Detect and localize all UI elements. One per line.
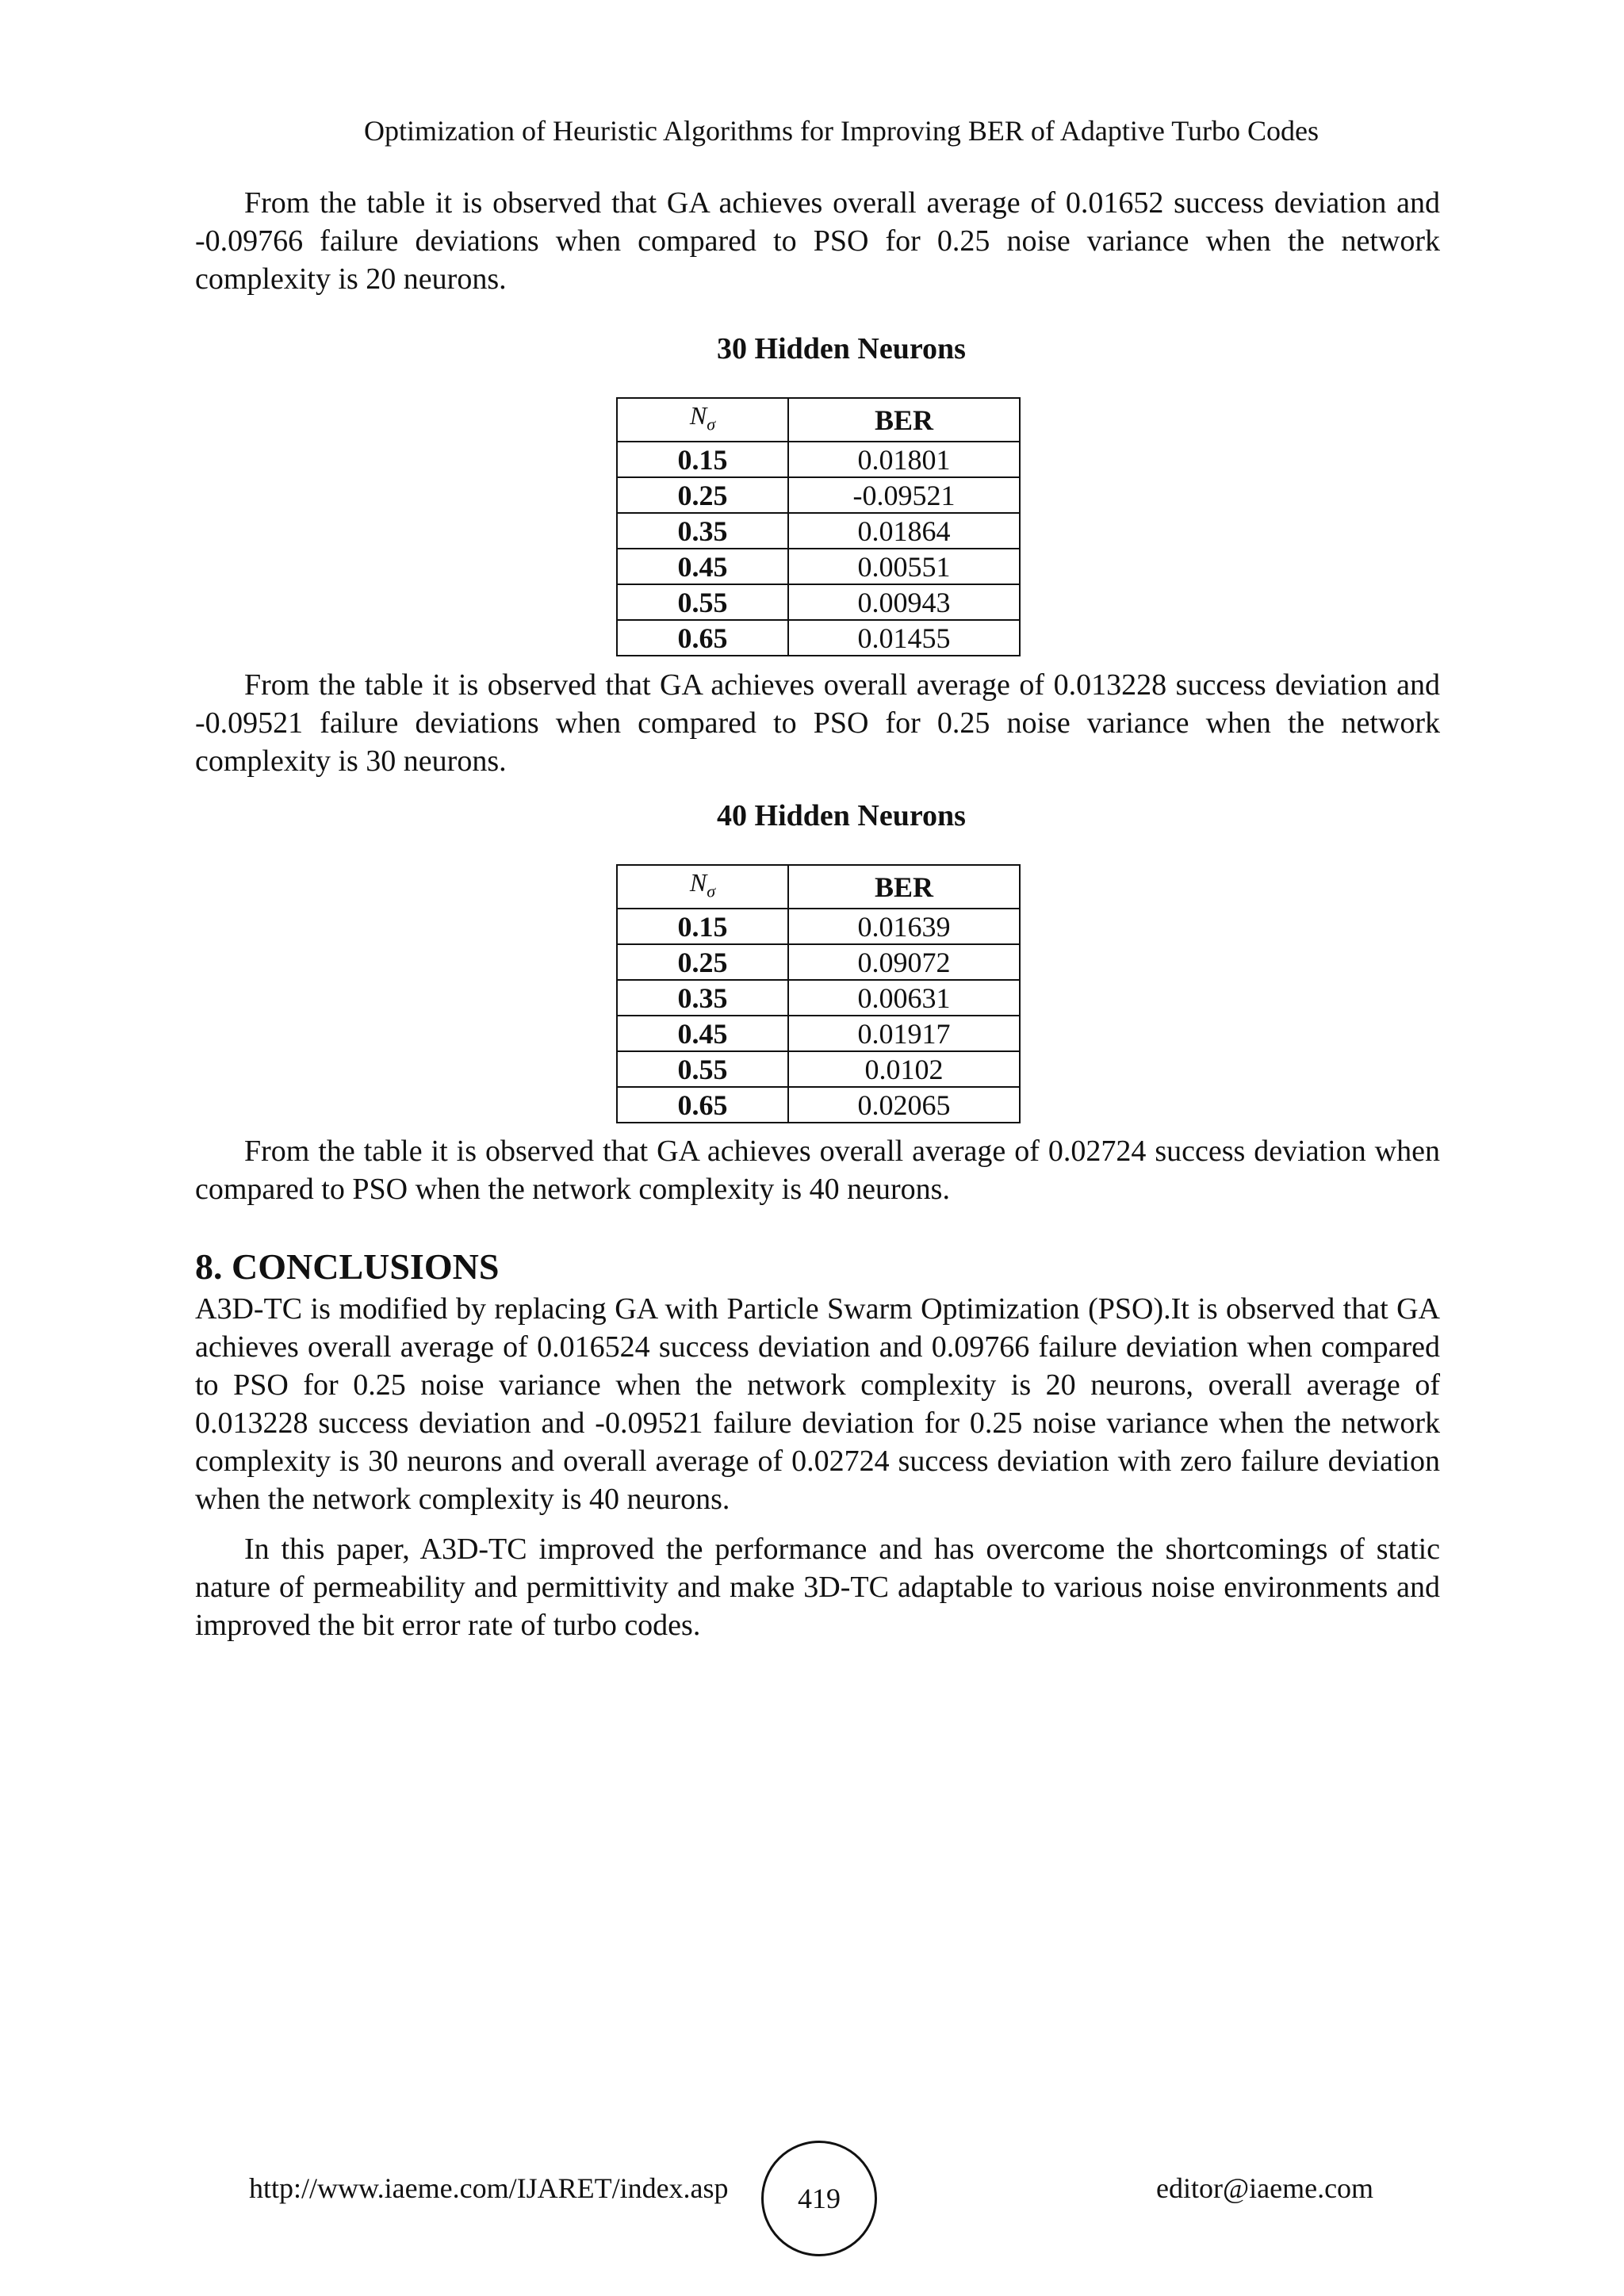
noise-cell: 0.65: [617, 620, 788, 656]
ber-cell: 0.00943: [788, 584, 1020, 620]
page-number: 419: [761, 2141, 877, 2256]
ber-cell: 0.0102: [788, 1051, 1020, 1087]
running-header: Optimization of Heuristic Algorithms for Improving BER of Adaptive Turbo Codes: [364, 115, 1319, 147]
table-40-hidden-neurons: [616, 864, 1021, 1123]
noise-variance-header: $N_\sigma$: [617, 398, 788, 442]
table-row: [617, 584, 1020, 620]
ber-cell: 0.01455: [788, 620, 1020, 656]
ber-header: BER: [788, 398, 1020, 442]
table-row: [617, 549, 1020, 584]
table-row: [617, 1087, 1020, 1123]
table-row: [617, 980, 1020, 1016]
table-30-hidden-neurons: [616, 397, 1021, 656]
noise-cell: 0.15: [617, 442, 788, 477]
ber-cell: 0.02065: [788, 1087, 1020, 1123]
table-row: [617, 1016, 1020, 1051]
ber-cell: 0.00631: [788, 980, 1020, 1016]
noise-cell: 0.45: [617, 549, 788, 584]
section-title-conclusions: 8. CONCLUSIONS: [195, 1246, 500, 1287]
noise-cell: 0.25: [617, 944, 788, 980]
conclusions-paragraph-2: In this paper, A3D-TC improved the performance and has overcome the shortcomings of static nature of permeability and permittivity and make 3D-TC adaptable to various noise environments and improved the bit error rate of turbo codes.: [195, 1533, 1440, 1642]
noise-cell: 0.35: [617, 980, 788, 1016]
ber-cell: 0.01639: [788, 909, 1020, 944]
noise-variance-header: $N_\sigma$: [617, 865, 788, 909]
noise-cell: 0.55: [617, 584, 788, 620]
ber-cell: 0.01864: [788, 513, 1020, 549]
ber-cell: 0.00551: [788, 549, 1020, 584]
ber-header: BER: [788, 865, 1020, 909]
table-header-row: [617, 398, 1020, 442]
noise-cell: 0.65: [617, 1087, 788, 1123]
ber-cell: -0.09521: [788, 477, 1020, 513]
table-30-caption: 30 Hidden Neurons: [717, 332, 966, 365]
ber-cell: 0.01801: [788, 442, 1020, 477]
ber-cell: 0.01917: [788, 1016, 1020, 1051]
noise-cell: 0.25: [617, 477, 788, 513]
table-row: [617, 477, 1020, 513]
noise-cell: 0.15: [617, 909, 788, 944]
noise-cell: 0.35: [617, 513, 788, 549]
table-row: [617, 1051, 1020, 1087]
paragraph-20-neurons: From the table it is observed that GA achieves overall average of 0.01652 success deviation and -0.09766 failure deviations when compared to PSO for 0.25 noise variance when the network complexity is 20 neurons.: [195, 186, 1440, 296]
table-row: [617, 513, 1020, 549]
footer-url-link[interactable]: http://www.iaeme.com/IJARET/index.asp: [249, 2172, 729, 2204]
conclusions-paragraph-1: A3D-TC is modified by replacing GA with Particle Swarm Optimization (PSO).It is observed that GA achieves overall average of 0.016524 success deviation and 0.09766 failure deviation when compared to PSO for 0.25 noise variance when the network complexity is 20 neurons, overall average of 0.013228 success deviation and -0.09521 failure deviation for 0.25 noise variance when the network complexity is 30 neurons and overall average of 0.02724 success deviation with zero failure deviation when the network complexity is 40 neurons.: [195, 1292, 1440, 1516]
table-row: [617, 620, 1020, 656]
noise-cell: 0.45: [617, 1016, 788, 1051]
footer-email-link[interactable]: editor@iaeme.com: [1156, 2172, 1374, 2204]
table-row: [617, 909, 1020, 944]
table-40-caption: 40 Hidden Neurons: [717, 799, 966, 832]
table-header-row: [617, 865, 1020, 909]
paragraph-40-neurons: From the table it is observed that GA achieves overall average of 0.02724 success deviation when compared to PSO when the network complexity is 40 neurons.: [195, 1135, 1440, 1206]
table-row: [617, 944, 1020, 980]
ber-cell: 0.09072: [788, 944, 1020, 980]
noise-cell: 0.55: [617, 1051, 788, 1087]
table-row: [617, 442, 1020, 477]
paragraph-30-neurons: From the table it is observed that GA achieves overall average of 0.013228 success deviation and -0.09521 failure deviations when compared to PSO for 0.25 noise variance when the network complexity is 30 neurons.: [195, 668, 1440, 778]
